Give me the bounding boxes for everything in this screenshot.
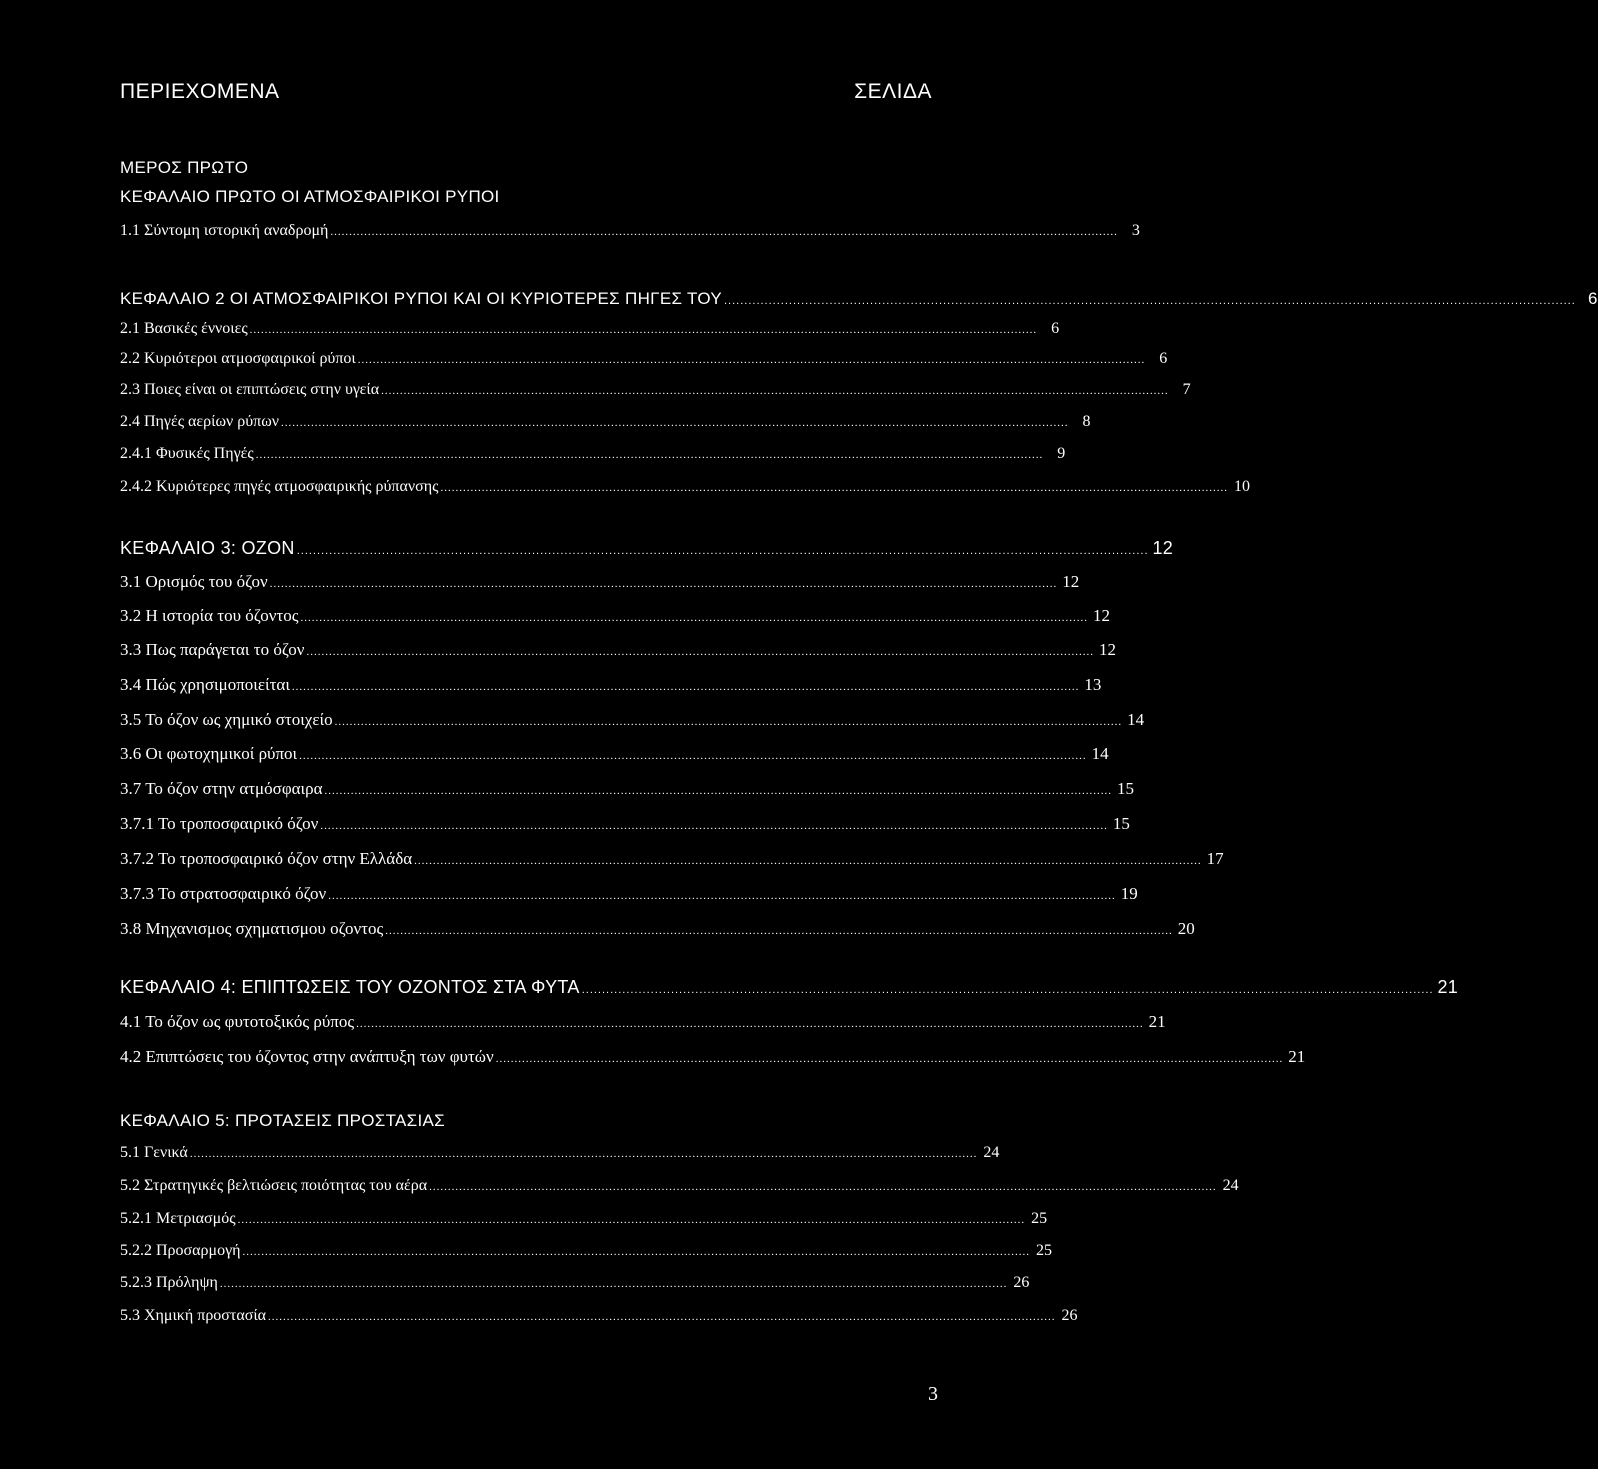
toc-entry-label: 3.7.3 Το στρατοσφαιρικό όζον <box>120 884 327 903</box>
chapter-3-entry[interactable] <box>120 537 1174 559</box>
toc-entry-page: 24 <box>983 1144 1000 1161</box>
leader-dots: .................................................................................................................................................................................................................. <box>381 385 1169 397</box>
part-title: ΜΕΡΟΣ ΠΡΩΤΟ <box>120 158 249 177</box>
toc-entry-label: 4.2 Επιπτώσεις του όζοντος στην ανάπτυξη των φυτών <box>120 1047 494 1066</box>
toc-entry[interactable] <box>120 379 1191 401</box>
chapter-2-title: ΚΕΦΑΛΑΙΟ 2 ΟΙ ΑΤΜΟΣΦΑΙΡΙΚΟΙ ΡΥΠΟΙ ΚΑΙ ΟΙ ΚΥΡΙΟΤΕΡΕΣ ΠΗΓΕΣ ΤΟΥ <box>120 289 722 308</box>
leader-dots: .................................................................................................................................................................................................................. <box>330 226 1118 238</box>
toc-entry-page: 24 <box>1222 1177 1239 1194</box>
chapter-4-page: 21 <box>1437 977 1459 997</box>
toc-header <box>120 80 932 104</box>
leader-dots: .................................................................................................................................................................................................................. <box>242 1246 1031 1258</box>
toc-entry[interactable] <box>120 605 1110 627</box>
toc-entry[interactable] <box>120 883 1138 905</box>
leader-dots: .................................................................................................................................................................................................................. <box>495 1053 1284 1065</box>
leader-dots: .................................................................................................................................................................................................................. <box>291 681 1080 693</box>
toc-entry-label: 3.6 Οι φωτοχημικοί ρύποι <box>120 744 298 763</box>
leader-dots: .................................................................................................................................................................................................................. <box>414 855 1202 867</box>
chapter-5-title: ΚΕΦΑΛΑΙΟ 5: ΠΡΟΤΑΣΕΙΣ ΠΡΟΣΤΑΣΙΑΣ <box>120 1111 445 1130</box>
toc-entry-page: 3 <box>1131 222 1140 239</box>
leader-dots: .................................................................................................................................................................................................................. <box>429 1181 1217 1193</box>
toc-entry[interactable] <box>120 848 1224 870</box>
toc-entry-label: 5.2.3 Πρόληψη <box>120 1274 218 1291</box>
toc-entry-page: 14 <box>1091 744 1109 763</box>
leader-dots: .................................................................................................................................................................................................................. <box>385 925 1173 937</box>
toc-entry[interactable] <box>120 1240 1053 1262</box>
toc-entry[interactable] <box>120 1142 1000 1164</box>
toc-entry-page: 6 <box>1159 350 1168 367</box>
toc-entry-label: 3.2 Η ιστορία του όζοντος <box>120 606 299 625</box>
toc-entry-page: 8 <box>1082 413 1091 430</box>
toc-entry[interactable] <box>120 709 1145 731</box>
chapter-2-entry[interactable] <box>120 288 1598 310</box>
chapter-3-page: 12 <box>1152 538 1174 558</box>
toc-entry-label: 3.5 Το όζον ως χημικό στοιχείο <box>120 710 333 729</box>
toc-entry-page: 14 <box>1127 710 1145 729</box>
toc-entry[interactable] <box>120 1208 1048 1230</box>
toc-entry-label: 5.2.2 Προσαρμογή <box>120 1242 241 1259</box>
toc-entry-page: 21 <box>1148 1012 1166 1031</box>
leader-dots: .................................................................................................................................................................................................................. <box>724 295 1576 307</box>
toc-entry-page: 9 <box>1057 445 1066 462</box>
toc-entry-page: 25 <box>1031 1210 1048 1227</box>
toc-entry[interactable] <box>120 220 1140 242</box>
toc-entry[interactable] <box>120 918 1195 940</box>
leader-dots: .................................................................................................................................................................................................................. <box>324 785 1113 797</box>
toc-entry[interactable] <box>120 1011 1166 1033</box>
toc-entry-page: 20 <box>1177 919 1195 938</box>
toc-entry-label: 2.4.1 Φυσικές Πηγές <box>120 445 254 462</box>
toc-heading: ΠΕΡΙΕΧΟΜΕΝΑ <box>120 80 280 103</box>
toc-entry-label: 3.3 Πως παράγεται το όζον <box>120 640 305 659</box>
page-number: 3 <box>928 1383 938 1405</box>
toc-entry-label: 3.1 Ορισμός του όζον <box>120 572 268 591</box>
chapter-2-page: 6 <box>1588 289 1598 308</box>
toc-entry-page: 19 <box>1120 884 1138 903</box>
leader-dots: .................................................................................................................................................................................................................. <box>219 1278 1008 1290</box>
chapter-4-entry[interactable] <box>120 976 1459 998</box>
leader-dots: .................................................................................................................................................................................................................. <box>334 716 1123 728</box>
toc-entry-page: 10 <box>1233 478 1250 495</box>
toc-entry-label: 2.1 Βασικές έννοιες <box>120 320 248 337</box>
toc-entry-label: 2.4 Πηγές αερίων ρύπων <box>120 413 279 430</box>
leader-dots: .................................................................................................................................................................................................................. <box>328 890 1116 902</box>
leader-dots: .................................................................................................................................................................................................................. <box>300 612 1088 624</box>
toc-entry-label: 2.3 Ποιες είναι οι επιπτώσεις στην υγεία <box>120 381 380 398</box>
chapter-5-entry <box>120 1110 447 1132</box>
toc-entry[interactable] <box>120 674 1102 696</box>
toc-entry-page: 12 <box>1092 606 1110 625</box>
toc-entry[interactable] <box>120 743 1109 765</box>
toc-entry-page: 6 <box>1051 320 1060 337</box>
toc-entry-label: 2.2 Κυριότεροι ατμοσφαιρικοί ρύποι <box>120 350 356 367</box>
chapter-4-title: ΚΕΦΑΛΑΙΟ 4: ΕΠΙΠΤΩΣΕΙΣ ΤΟΥ ΟΖΟΝΤΟΣ ΣΤΑ ΦΥΤΑ <box>120 977 580 997</box>
toc-entry[interactable] <box>120 1175 1239 1197</box>
leader-dots: .................................................................................................................................................................................................................. <box>306 646 1094 658</box>
chapter-1-title: ΚΕΦΑΛΑΙΟ ΠΡΩΤΟ ΟΙ ΑΤΜΟΣΦΑΙΡΙΚΟΙ ΡΥΠΟΙ <box>120 187 500 206</box>
toc-entry[interactable] <box>120 1305 1078 1327</box>
toc-entry[interactable] <box>120 1272 1030 1294</box>
leader-dots: .................................................................................................................................................................................................................. <box>320 820 1108 832</box>
toc-entry-page: 25 <box>1036 1242 1053 1259</box>
leader-dots: .................................................................................................................................................................................................................. <box>269 578 1058 590</box>
leader-dots: .................................................................................................................................................................................................................. <box>237 1214 1026 1226</box>
toc-entry-page: 15 <box>1117 779 1135 798</box>
toc-entry[interactable] <box>120 443 1066 465</box>
toc-entry-label: 5.1 Γενικά <box>120 1144 188 1161</box>
toc-entry-page: 13 <box>1084 675 1102 694</box>
toc-entry-page: 12 <box>1098 640 1116 659</box>
toc-entry-page: 17 <box>1206 849 1224 868</box>
toc-entry[interactable] <box>120 348 1168 370</box>
leader-dots: .................................................................................................................................................................................................................. <box>268 1311 1056 1323</box>
toc-entry-label: 3.4 Πώς χρησιμοποιείται <box>120 675 290 694</box>
toc-entry-label: 5.2 Στρατηγικές βελτιώσεις ποιότητας του αέρα <box>120 1177 428 1194</box>
leader-dots: .................................................................................................................................................................................................................. <box>299 750 1087 762</box>
leader-dots: .................................................................................................................................................................................................................. <box>249 324 1038 336</box>
toc-entry-page: 21 <box>1288 1047 1306 1066</box>
toc-entry-label: 4.1 Το όζον ως φυτοτοξικός ρύπος <box>120 1012 355 1031</box>
leader-dots: .................................................................................................................................................................................................................. <box>356 1018 1144 1030</box>
toc-entry-label: 1.1 Σύντομη ιστορική αναδρομή <box>120 222 329 239</box>
toc-entry[interactable] <box>120 571 1080 593</box>
toc-entry-page: 7 <box>1182 381 1191 398</box>
toc-entry[interactable] <box>120 318 1060 340</box>
page-column-heading: ΣΕΛΙΔΑ <box>854 80 932 103</box>
toc-entry[interactable] <box>120 778 1135 800</box>
toc-entry-page: 26 <box>1061 1307 1078 1324</box>
leader-dots: .................................................................................................................................................................................................................. <box>296 545 1149 557</box>
chapter-3-title: ΚΕΦΑΛΑΙΟ 3: ΟΖΟΝ <box>120 538 295 558</box>
toc-entry-label: 5.3 Χημική προστασία <box>120 1307 267 1324</box>
toc-entry[interactable] <box>120 411 1091 433</box>
toc-entry-label: 5.2.1 Μετριασμός <box>120 1210 236 1227</box>
leader-dots: .................................................................................................................................................................................................................. <box>255 449 1044 461</box>
toc-entry[interactable] <box>120 1046 1306 1068</box>
leader-dots: .................................................................................................................................................................................................................. <box>280 417 1069 429</box>
toc-entry[interactable] <box>120 639 1116 661</box>
toc-entry-page: 12 <box>1062 572 1080 591</box>
toc-entry-label: 2.4.2 Κυριότερες πηγές ατμοσφαιρικής ρύπανσης <box>120 478 439 495</box>
toc-entry-page: 26 <box>1013 1274 1030 1291</box>
toc-entry-label: 3.7 Το όζον στην ατμόσφαιρα <box>120 779 323 798</box>
toc-entry-label: 3.7.1 Το τροποσφαιρικό όζον <box>120 814 319 833</box>
leader-dots: .................................................................................................................................................................................................................. <box>581 984 1434 996</box>
leader-dots: .................................................................................................................................................................................................................. <box>440 482 1228 494</box>
leader-dots: .................................................................................................................................................................................................................. <box>189 1148 978 1160</box>
toc-entry-label: 3.7.2 Το τροποσφαιρικό όζον στην Ελλάδα <box>120 849 413 868</box>
toc-entry-label: 3.8 Μηχανισμος σχηματισμου οζοντος <box>120 919 384 938</box>
toc-entry-page: 15 <box>1112 814 1130 833</box>
toc-entry[interactable] <box>120 813 1130 835</box>
leader-dots: .................................................................................................................................................................................................................. <box>357 354 1146 366</box>
toc-entry[interactable] <box>120 476 1250 498</box>
